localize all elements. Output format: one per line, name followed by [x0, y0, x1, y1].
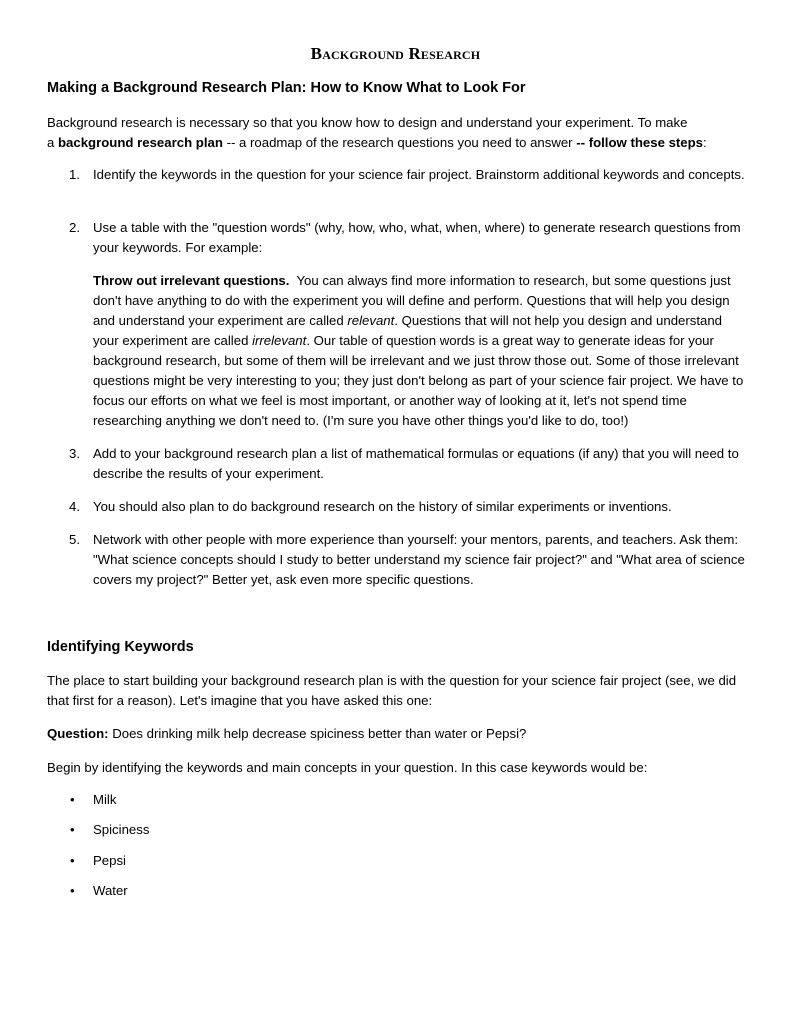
bold-term: -- follow these steps [576, 135, 704, 150]
step-number: 5. [69, 532, 80, 547]
step-text: Network with other people with more experience than yourself: your mentors, parents, and teachers. Ask them: "What science concepts should I study to better understand my science fair project?" and "What area of science covers my project?" Better yet, ask even more specific questions. [93, 532, 745, 587]
italic-term: relevant [347, 313, 395, 328]
intro-text: a [47, 135, 58, 150]
step-text: Add to your background research plan a list of mathematical formulas or equations (if any) that you will need to describe the results of your experiment. [93, 446, 739, 481]
intro-paragraph [47, 113, 747, 153]
intro-text: : [703, 135, 707, 150]
keyword-item: Pepsi [93, 853, 126, 868]
step-text: You should also plan to do background research on the history of similar experiments or inventions. [93, 499, 672, 514]
keyword-item: Water [93, 883, 128, 898]
step-number: 4. [69, 499, 80, 514]
intro-line-1: Background research is necessary so that you know how to design and understand your experiment. To make [47, 115, 688, 130]
keywords-intro-paragraph: The place to start building your background research plan is with the question for your science fair project (see, we did that first for a reason). Let's imagine that you have asked this one: [47, 673, 737, 708]
question-text: Does drinking milk help decrease spiciness better than water or Pepsi? [108, 726, 527, 741]
question-line [47, 724, 747, 744]
bullet-icon: • [70, 853, 75, 868]
keyword-item: Spiciness [93, 822, 150, 837]
italic-term: irrelevant [252, 333, 307, 348]
body-text: You can always find more information to research, but some questions just don't have anything to do with the experiment you will define and perform. Questions that will help you design and understand your experiment are called [93, 273, 735, 328]
section-heading-keywords: Identifying Keywords [47, 639, 194, 655]
step-number: 1. [69, 167, 80, 182]
page-title: Background Research [310, 44, 481, 63]
body-text: . Our table of question words is a great way to generate ideas for your background research, but some of them will be irrelevant and we just throw those out. Some of those irrelevant questions might be very interesting to you; they just don't belong as part of your science fair project. We have to focus our efforts on what we feel is most important, or another way of looking at it, let's not spend time researching anything we don't need to. (I'm sure you have other things you'd like to do, too!) [93, 333, 744, 428]
bullet-icon: • [70, 822, 75, 837]
step-number: 2. [69, 220, 80, 235]
bullet-icon: • [70, 792, 75, 807]
keyword-item: Milk [93, 792, 117, 807]
bullet-icon: • [70, 883, 75, 898]
step-text: Use a table with the "question words" (why, how, who, what, when, where) to generate research questions from your keywords. For example: [93, 220, 741, 255]
intro-text: -- a roadmap of the research questions you need to answer [222, 135, 577, 150]
keywords-lead-paragraph: Begin by identifying the keywords and main concepts in your question. In this case keywords would be: [47, 760, 648, 775]
question-label: Question: [47, 726, 109, 741]
step-text: Identify the keywords in the question for your science fair project. Brainstorm additional keywords and concepts. [93, 167, 745, 182]
bold-term: background research plan [58, 135, 223, 150]
section-heading-plan: Making a Background Research Plan: How to Know What to Look For [47, 80, 526, 96]
bold-term: Throw out irrelevant questions. [93, 273, 290, 288]
step-number: 3. [69, 446, 80, 461]
body-text: . Questions that will not help you design and understand your experiment are called [93, 313, 723, 348]
throw-out-paragraph [93, 271, 749, 431]
